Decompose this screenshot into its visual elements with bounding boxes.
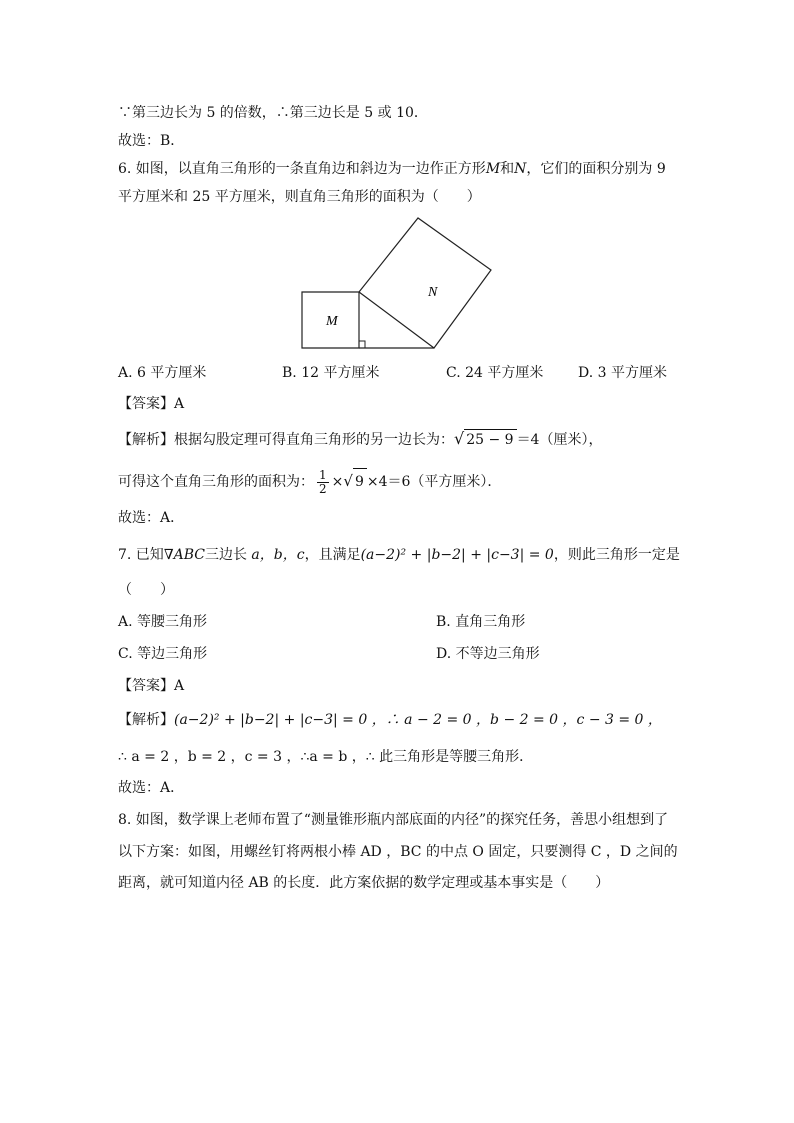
q6-answer: 【答案】A: [118, 396, 185, 412]
analysis-label-7: 【解析】: [118, 712, 174, 728]
frac-numerator: 1: [319, 467, 327, 482]
q7-stem-text-b: 三边长: [204, 547, 247, 563]
analysis-text: 根据勾股定理可得直角三角形的另一边长为：: [174, 432, 454, 448]
square-n: [359, 218, 491, 348]
q7-vars: a，b，c: [251, 547, 305, 563]
analysis-text-2: 可得这个直角三角形的面积为：: [118, 474, 314, 490]
q7-stem-text-d: ，则此三角形一定是: [553, 547, 680, 563]
sqrt-radicand-2: 9: [353, 468, 367, 495]
q7-stem-text-c: ，且满足: [304, 547, 361, 563]
q6-choice-line: 故选：A．: [118, 510, 185, 526]
q7-stem-text: 7. 已知: [118, 547, 164, 563]
q6-option-c: C. 24 平方厘米: [446, 365, 544, 381]
var-n: N: [514, 161, 527, 177]
q7-option-a: A. 等腰三角形: [118, 614, 208, 630]
q7-analysis-1: [118, 710, 662, 730]
q8-line-3: 距离，就可知道内径 AB 的长度．此方案依据的数学定理或基本事实是（ ）: [118, 875, 610, 891]
q6-stem-line-2: 平方厘米和 25 平方厘米，则直角三角形的面积为（ ）: [118, 189, 481, 205]
q7-choice-line: 故选：A．: [118, 780, 185, 796]
times-sign: ×: [331, 474, 344, 490]
q7-option-b: B. 直角三角形: [436, 614, 526, 630]
q6-stem-tail: ，它们的面积分别为 9: [526, 161, 666, 177]
triangle-abc: ∇ABC: [163, 547, 205, 563]
conj-and: 和: [500, 161, 515, 177]
analysis-label: 【解析】: [118, 432, 174, 448]
label-n: N: [428, 285, 438, 300]
q8-line-2: 以下方案：如图，用螺丝钉将两根小棒 AD ，BC 的中点 O 固定，只要测得 C ，D 之间的: [118, 844, 678, 860]
q6-analysis-2: [118, 468, 501, 496]
sqrt-sign-2: √: [343, 472, 353, 490]
q7-analysis-text-1: (a−2)² + |b−2| + |c−3| = 0 ，∴ a − 2 = 0 ，b − 2 = 0 ，c − 3 = 0 ，: [174, 712, 662, 728]
q7-analysis-2: ∴ a = 2 ，b = 2 ，c = 3 ，∴a = b ，∴ 此三角形是等腰三角形．: [118, 749, 534, 765]
q5-choice-line: 故选：B．: [118, 133, 185, 149]
q6-option-a: A. 6 平方厘米: [118, 365, 207, 381]
sqrt-sign: √: [454, 429, 465, 448]
fraction-half: [317, 469, 329, 496]
analysis-result-2: ×4＝6（平方厘米）．: [366, 474, 502, 490]
frac-denominator: 2: [319, 481, 327, 496]
q7-option-d: D. 不等边三角形: [436, 646, 540, 662]
q7-stem-line-2: （ ）: [118, 582, 174, 598]
q7-condition: (a−2)² + |b−2| + |c−3| = 0: [360, 547, 554, 563]
q6-option-b: B. 12 平方厘米: [282, 365, 380, 381]
q7-option-c: C. 等边三角形: [118, 646, 208, 662]
q7-stem-line-1: [118, 545, 680, 565]
analysis-result: ＝4（厘米），: [516, 432, 603, 448]
var-m: M: [485, 161, 501, 177]
q5-tail-line: ∵第三边长为 5 的倍数，∴第三边长是 5 或 10．: [118, 105, 428, 121]
q7-answer: 【答案】A: [118, 678, 185, 694]
q6-option-d: D. 3 平方厘米: [578, 365, 667, 381]
q6-analysis-1: [118, 429, 602, 450]
q8-line-1: 8. 如图，数学课上老师布置了“测量锥形瓶内部底面的内径”的探究任务，善思小组想到了: [118, 812, 669, 828]
q6-stem-text: 6. 如图，以直角三角形的一条直角边和斜边为一边作正方形: [118, 161, 486, 177]
label-m: M: [326, 314, 338, 329]
sqrt-radicand: 25 − 9: [464, 429, 516, 450]
right-angle-mark: [359, 341, 365, 348]
